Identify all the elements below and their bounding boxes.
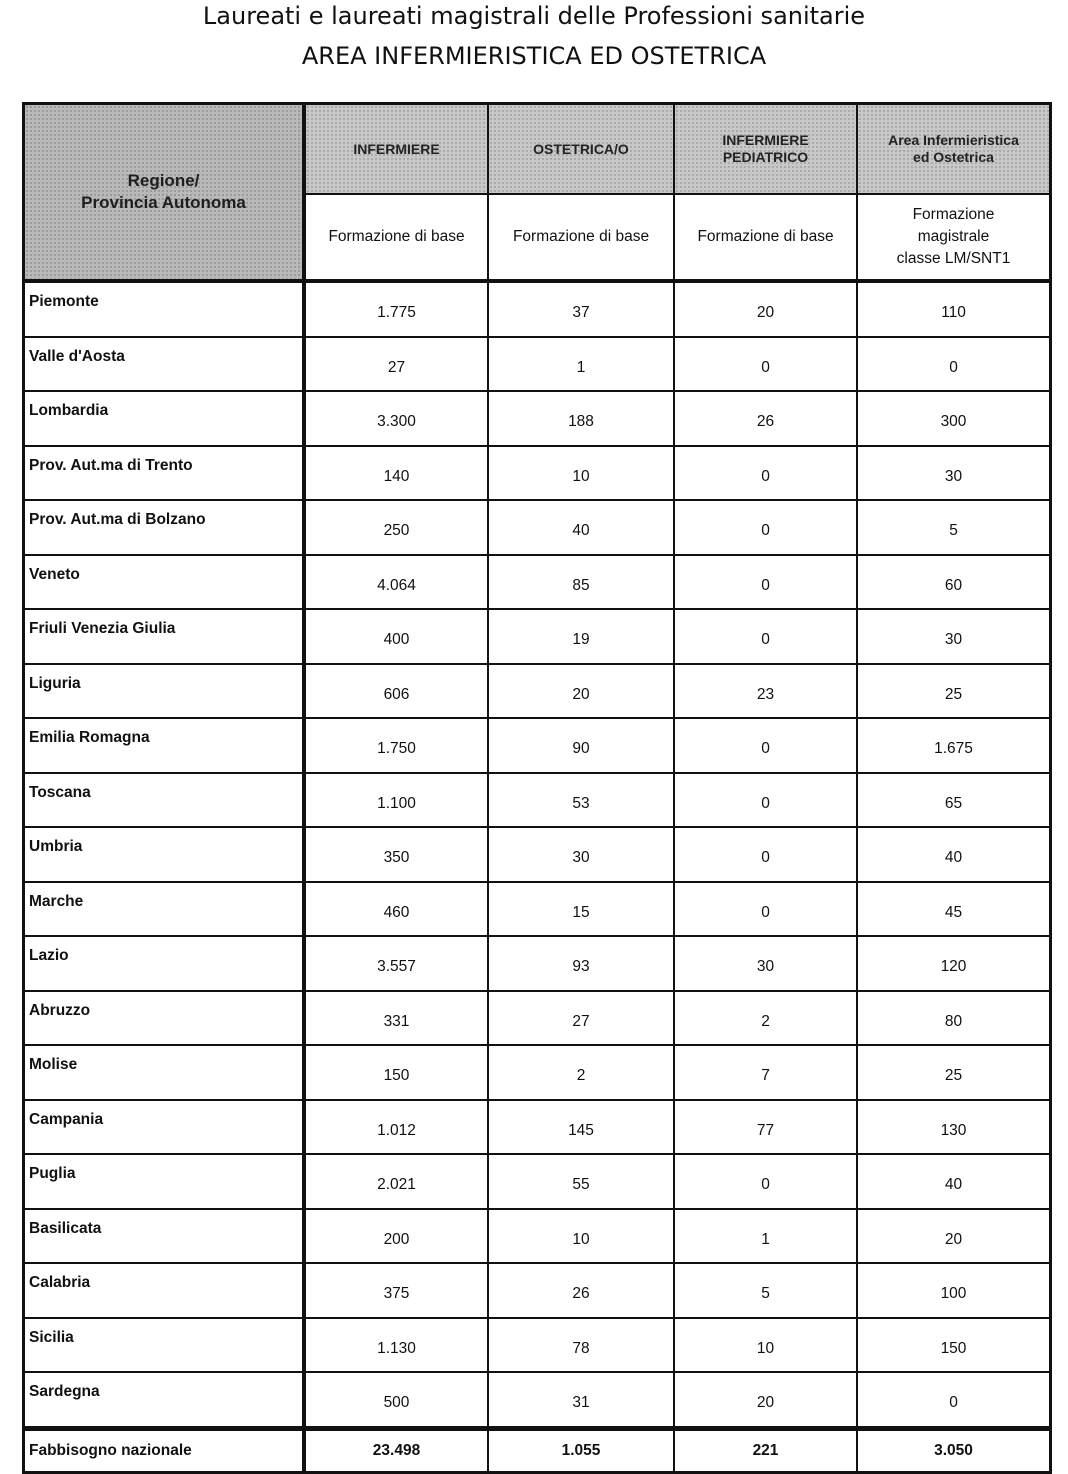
- value-cell: 1.100: [306, 774, 489, 829]
- col-header-infermiere: [306, 105, 489, 195]
- table-row: [25, 1210, 1049, 1265]
- value-cell: 3.557: [306, 937, 489, 992]
- value-cell: 0: [675, 447, 858, 502]
- region-name: Basilicata: [25, 1210, 306, 1265]
- value-cell: 500: [306, 1373, 489, 1428]
- value-cell: 60: [858, 556, 1049, 611]
- professions-table: [22, 102, 1052, 1474]
- table-row: [25, 392, 1049, 447]
- table-row: [25, 556, 1049, 611]
- region-name: Piemonte: [25, 283, 306, 338]
- value-cell: 0: [675, 556, 858, 611]
- table-row: [25, 1373, 1049, 1428]
- col-subheader-line2: magistrale: [917, 228, 990, 245]
- total-value: 221: [675, 1428, 858, 1471]
- value-cell: 80: [858, 992, 1049, 1047]
- value-cell: 25: [858, 665, 1049, 720]
- region-name: Valle d'Aosta: [25, 338, 306, 393]
- table-row: [25, 338, 1049, 393]
- table-row: [25, 283, 1049, 338]
- value-cell: 25: [858, 1046, 1049, 1101]
- value-cell: 0: [675, 828, 858, 883]
- region-header-line2: Provincia Autonoma: [81, 193, 246, 212]
- region-name: Sicilia: [25, 1319, 306, 1374]
- value-cell: 15: [489, 883, 675, 938]
- total-value: 23.498: [306, 1428, 489, 1471]
- region-name: Lombardia: [25, 392, 306, 447]
- col-subheader-line1: Formazione di base: [697, 228, 834, 245]
- value-cell: 331: [306, 992, 489, 1047]
- value-cell: 53: [489, 774, 675, 829]
- value-cell: 120: [858, 937, 1049, 992]
- region-name: Liguria: [25, 665, 306, 720]
- value-cell: 40: [489, 501, 675, 556]
- value-cell: 78: [489, 1319, 675, 1374]
- value-cell: 4.064: [306, 556, 489, 611]
- region-name: Campania: [25, 1101, 306, 1156]
- region-name: Puglia: [25, 1155, 306, 1210]
- value-cell: 1.775: [306, 283, 489, 338]
- value-cell: 150: [858, 1319, 1049, 1374]
- value-cell: 0: [858, 1373, 1049, 1428]
- table-row: [25, 883, 1049, 938]
- total-value: 1.055: [489, 1428, 675, 1471]
- region-header-line1: Regione/: [127, 171, 200, 190]
- value-cell: 20: [675, 1373, 858, 1428]
- value-cell: 20: [858, 1210, 1049, 1265]
- table-row: [25, 447, 1049, 502]
- value-cell: 7: [675, 1046, 858, 1101]
- value-cell: 93: [489, 937, 675, 992]
- value-cell: 26: [489, 1264, 675, 1319]
- value-cell: 27: [489, 992, 675, 1047]
- value-cell: 30: [858, 447, 1049, 502]
- table-row: [25, 1046, 1049, 1101]
- value-cell: 30: [858, 610, 1049, 665]
- table-body: [25, 105, 1049, 1471]
- col-header-line1: INFERMIERE: [722, 132, 809, 148]
- region-name: Molise: [25, 1046, 306, 1101]
- value-cell: 20: [675, 283, 858, 338]
- value-cell: 350: [306, 828, 489, 883]
- value-cell: 27: [306, 338, 489, 393]
- value-cell: 0: [675, 883, 858, 938]
- col-subheader: [489, 195, 675, 283]
- table-row: [25, 665, 1049, 720]
- value-cell: 5: [858, 501, 1049, 556]
- region-name: Calabria: [25, 1264, 306, 1319]
- value-cell: 40: [858, 828, 1049, 883]
- table-row: [25, 501, 1049, 556]
- value-cell: 10: [489, 1210, 675, 1265]
- value-cell: 1.012: [306, 1101, 489, 1156]
- col-header-area-infermieristica: [858, 105, 1049, 195]
- value-cell: 0: [675, 610, 858, 665]
- value-cell: 3.300: [306, 392, 489, 447]
- value-cell: 2: [489, 1046, 675, 1101]
- table-row: [25, 610, 1049, 665]
- table-row: [25, 1264, 1049, 1319]
- table-row: [25, 774, 1049, 829]
- value-cell: 188: [489, 392, 675, 447]
- value-cell: 40: [858, 1155, 1049, 1210]
- col-subheader: [675, 195, 858, 283]
- region-name: Marche: [25, 883, 306, 938]
- value-cell: 250: [306, 501, 489, 556]
- total-label: Fabbisogno nazionale: [25, 1428, 306, 1471]
- value-cell: 30: [675, 937, 858, 992]
- value-cell: 26: [675, 392, 858, 447]
- value-cell: 1.130: [306, 1319, 489, 1374]
- region-name: Prov. Aut.ma di Trento: [25, 447, 306, 502]
- value-cell: 0: [675, 774, 858, 829]
- value-cell: 0: [675, 719, 858, 774]
- document-title: Laureati e laureati magistrali delle Professioni sanitarie: [202, 2, 866, 30]
- region-name: Lazio: [25, 937, 306, 992]
- value-cell: 1.675: [858, 719, 1049, 774]
- col-subheader: [858, 195, 1049, 283]
- value-cell: 30: [489, 828, 675, 883]
- region-name: Sardegna: [25, 1373, 306, 1428]
- value-cell: 1.750: [306, 719, 489, 774]
- value-cell: 65: [858, 774, 1049, 829]
- value-cell: 0: [858, 338, 1049, 393]
- value-cell: 400: [306, 610, 489, 665]
- col-header-line2: ed Ostetrica: [913, 149, 994, 165]
- value-cell: 45: [858, 883, 1049, 938]
- table-row: [25, 937, 1049, 992]
- value-cell: 1: [675, 1210, 858, 1265]
- region-name: Friuli Venezia Giulia: [25, 610, 306, 665]
- value-cell: 140: [306, 447, 489, 502]
- total-row: [25, 1428, 1049, 1471]
- value-cell: 300: [858, 392, 1049, 447]
- header-row: [25, 105, 1049, 195]
- col-header-line1: INFERMIERE: [353, 140, 440, 157]
- region-header: [25, 105, 306, 283]
- value-cell: 606: [306, 665, 489, 720]
- table-row: [25, 828, 1049, 883]
- value-cell: 37: [489, 283, 675, 338]
- value-cell: 200: [306, 1210, 489, 1265]
- region-name: Umbria: [25, 828, 306, 883]
- value-cell: 10: [489, 447, 675, 502]
- col-subheader-line1: Formazione di base: [512, 228, 650, 245]
- value-cell: 20: [489, 665, 675, 720]
- region-name: Veneto: [25, 556, 306, 611]
- col-subheader-line1: Formazione di base: [328, 228, 465, 245]
- value-cell: 150: [306, 1046, 489, 1101]
- table-row: [25, 1155, 1049, 1210]
- value-cell: 55: [489, 1155, 675, 1210]
- total-value: 3.050: [858, 1428, 1049, 1471]
- region-name: Abruzzo: [25, 992, 306, 1047]
- value-cell: 10: [675, 1319, 858, 1374]
- value-cell: 130: [858, 1101, 1049, 1156]
- col-header-infermiere-pediatrico: [675, 105, 858, 195]
- value-cell: 85: [489, 556, 675, 611]
- value-cell: 460: [306, 883, 489, 938]
- table-row: [25, 992, 1049, 1047]
- value-cell: 90: [489, 719, 675, 774]
- value-cell: 0: [675, 338, 858, 393]
- value-cell: 31: [489, 1373, 675, 1428]
- value-cell: 2: [675, 992, 858, 1047]
- document-subtitle: AREA INFERMIERISTICA ED OSTETRICA: [301, 42, 767, 70]
- region-name: Toscana: [25, 774, 306, 829]
- col-subheader: [306, 195, 489, 283]
- col-subheader-line3: classe LM/SNT1: [896, 250, 1011, 267]
- value-cell: 19: [489, 610, 675, 665]
- region-name: Prov. Aut.ma di Bolzano: [25, 501, 306, 556]
- value-cell: 2.021: [306, 1155, 489, 1210]
- value-cell: 145: [489, 1101, 675, 1156]
- col-header-ostetrica: [489, 105, 675, 195]
- col-header-line1: Area Infermieristica: [888, 132, 1019, 148]
- value-cell: 23: [675, 665, 858, 720]
- table-row: [25, 719, 1049, 774]
- value-cell: 110: [858, 283, 1049, 338]
- table-row: [25, 1101, 1049, 1156]
- table-row: [25, 1319, 1049, 1374]
- value-cell: 0: [675, 501, 858, 556]
- value-cell: 0: [675, 1155, 858, 1210]
- value-cell: 77: [675, 1101, 858, 1156]
- value-cell: 1: [489, 338, 675, 393]
- region-name: Emilia Romagna: [25, 719, 306, 774]
- col-subheader-line1: Formazione: [912, 206, 995, 223]
- value-cell: 5: [675, 1264, 858, 1319]
- value-cell: 100: [858, 1264, 1049, 1319]
- col-header-line1: OSTETRICA/O: [533, 140, 629, 157]
- col-header-line2: PEDIATRICO: [722, 149, 809, 165]
- value-cell: 375: [306, 1264, 489, 1319]
